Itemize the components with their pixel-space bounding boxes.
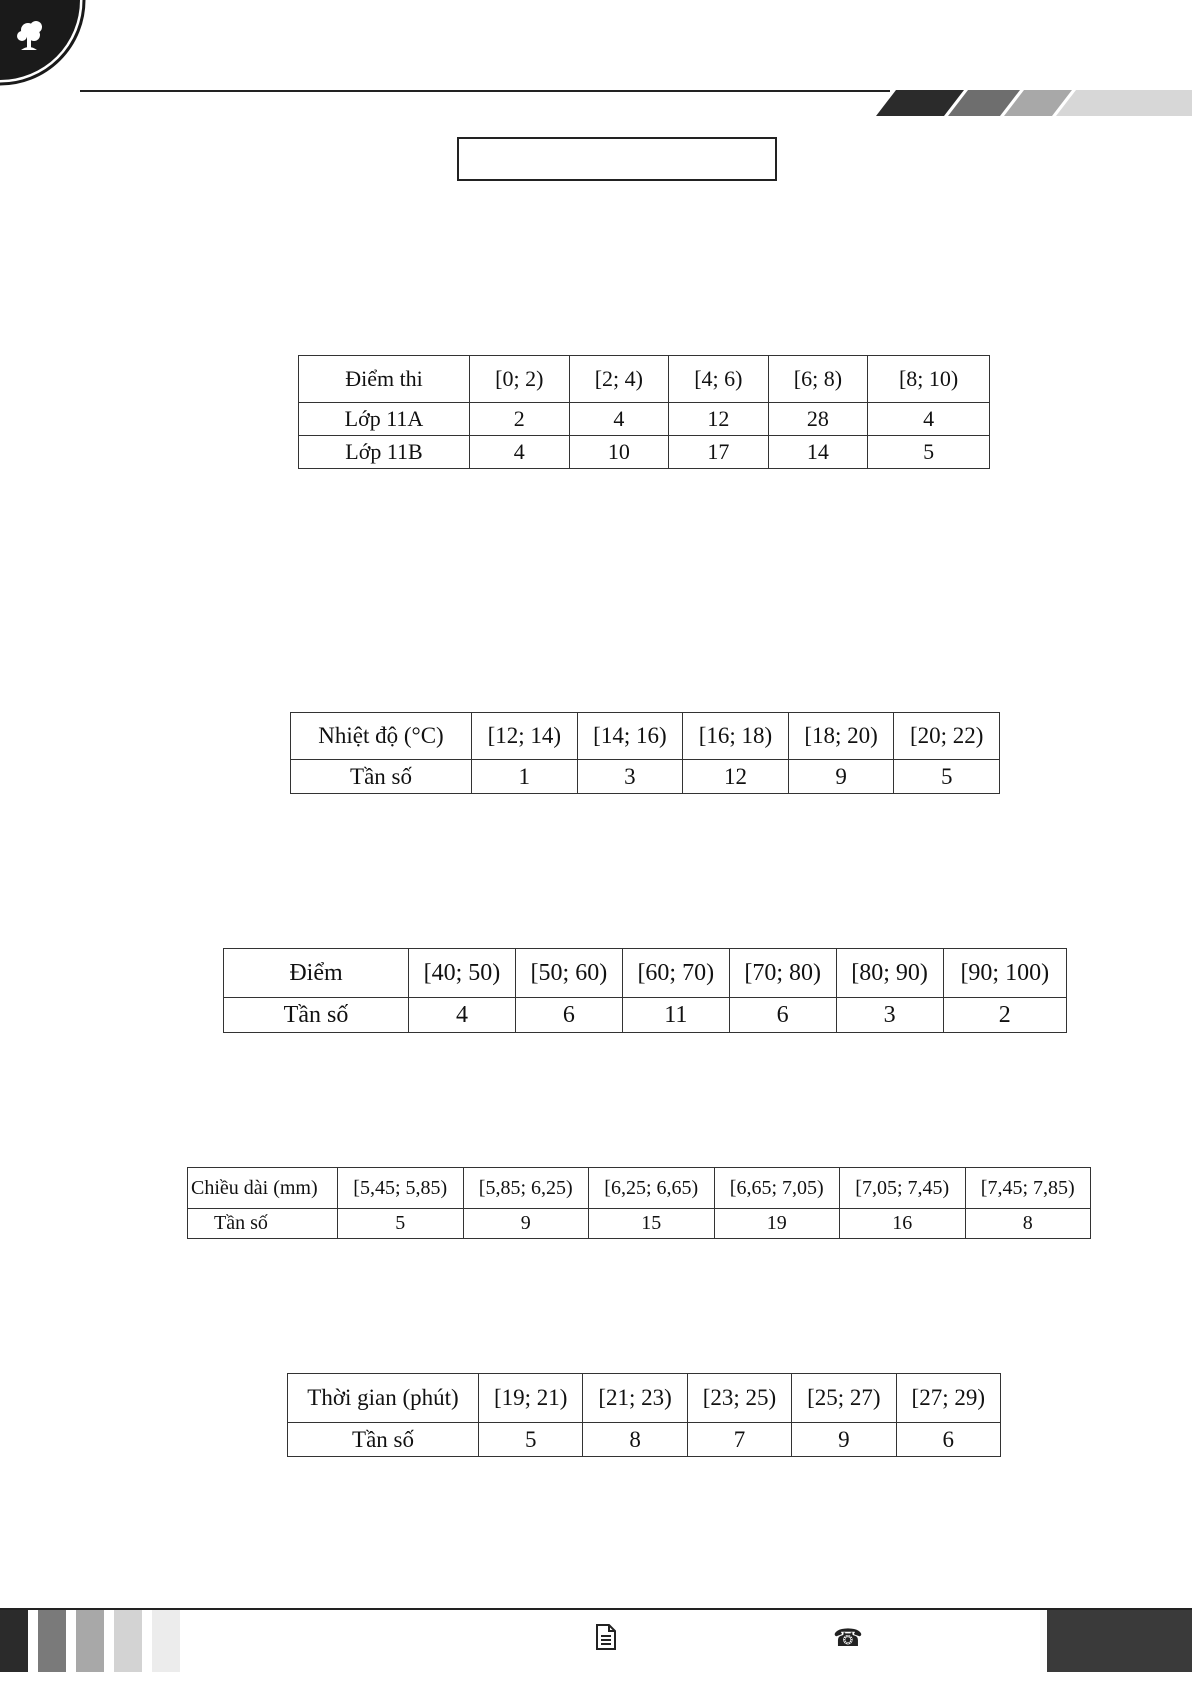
table-cell: [2; 4)	[569, 356, 669, 403]
table-cell: 19	[714, 1209, 840, 1239]
table-header-row	[291, 713, 1000, 760]
table-cell: [5,45; 5,85)	[338, 1168, 464, 1209]
table-cell: [80; 90)	[836, 949, 943, 998]
table-cell: 10	[569, 436, 669, 469]
table-cell: 6	[896, 1423, 1000, 1457]
footer-bar	[114, 1610, 142, 1672]
table-cell: [6,25; 6,65)	[589, 1168, 715, 1209]
table-cell: [6; 8)	[768, 356, 868, 403]
logo	[0, 0, 100, 100]
table-cell: 3	[577, 760, 683, 794]
table-header-row	[188, 1168, 1091, 1209]
table-cell: 14	[768, 436, 868, 469]
phone-icon: ☎	[833, 1624, 863, 1652]
table-cell: [21; 23)	[583, 1374, 687, 1423]
table-cell: [16; 18)	[683, 713, 789, 760]
table-cell: [4; 6)	[669, 356, 769, 403]
table-cell: Tần số	[224, 998, 409, 1033]
table-cell: [12; 14)	[472, 713, 578, 760]
table-cell: Tần số	[288, 1423, 479, 1457]
table-cell: 4	[868, 403, 990, 436]
table-cell: 2	[470, 403, 570, 436]
table-cell: [90; 100)	[943, 949, 1066, 998]
table-cell: [27; 29)	[896, 1374, 1000, 1423]
table-cell: 17	[669, 436, 769, 469]
temperature-frequency-table	[290, 712, 1000, 794]
table-cell: 5	[479, 1423, 583, 1457]
time-frequency-table	[287, 1373, 1001, 1457]
table-cell: Điểm	[224, 949, 409, 998]
table-cell: [7,45; 7,85)	[965, 1168, 1091, 1209]
table-cell: 4	[569, 403, 669, 436]
table-cell: [60; 70)	[622, 949, 729, 998]
table-header-row	[299, 356, 990, 403]
footer-bar	[38, 1610, 66, 1672]
table-cell: 5	[868, 436, 990, 469]
table-cell: 16	[840, 1209, 966, 1239]
table-cell: 11	[622, 998, 729, 1033]
table-cell: [19; 21)	[479, 1374, 583, 1423]
table-cell: 3	[836, 998, 943, 1033]
table-cell: Điểm thi	[299, 356, 470, 403]
table-cell: 4	[470, 436, 570, 469]
table-cell: [70; 80)	[729, 949, 836, 998]
score-table-11a-11b	[298, 355, 990, 469]
table-cell: 2	[943, 998, 1066, 1033]
table-cell: [23; 25)	[687, 1374, 791, 1423]
table-row	[224, 998, 1067, 1033]
table-cell: Tần số	[188, 1209, 338, 1239]
table-cell: [7,05; 7,45)	[840, 1168, 966, 1209]
table-cell: 7	[687, 1423, 791, 1457]
tree-logo-icon	[0, 0, 100, 100]
header-rule	[80, 90, 890, 92]
table-row	[291, 760, 1000, 794]
section-title-box	[457, 137, 777, 181]
table-header-row	[224, 949, 1067, 998]
footer-bar	[152, 1610, 180, 1672]
table-row	[188, 1209, 1091, 1239]
table-cell: 6	[729, 998, 836, 1033]
table-cell: 12	[683, 760, 789, 794]
footer-color-bars	[0, 1610, 190, 1672]
footer-page-block	[1047, 1610, 1192, 1672]
table-cell: 9	[788, 760, 894, 794]
document-icon	[595, 1624, 617, 1656]
score-frequency-table	[223, 948, 1067, 1033]
table-cell: 12	[669, 403, 769, 436]
footer-bar	[76, 1610, 104, 1672]
table-cell: 15	[589, 1209, 715, 1239]
table-cell: [0; 2)	[470, 356, 570, 403]
table-cell: 5	[894, 760, 1000, 794]
table-cell: [5,85; 6,25)	[463, 1168, 589, 1209]
table-cell: [50; 60)	[515, 949, 622, 998]
table-cell: Lớp 11A	[299, 403, 470, 436]
table-cell: 28	[768, 403, 868, 436]
table-cell: 9	[463, 1209, 589, 1239]
table-cell: [25; 27)	[792, 1374, 896, 1423]
length-frequency-table	[187, 1167, 1091, 1239]
table-row	[299, 403, 990, 436]
table-cell: 1	[472, 760, 578, 794]
table-cell: Lớp 11B	[299, 436, 470, 469]
table-cell: [18; 20)	[788, 713, 894, 760]
table-cell: Tần số	[291, 760, 472, 794]
table-cell: Thời gian (phút)	[288, 1374, 479, 1423]
table-row	[288, 1423, 1001, 1457]
table-cell: 8	[965, 1209, 1091, 1239]
table-cell: 6	[515, 998, 622, 1033]
table-header-row	[288, 1374, 1001, 1423]
table-cell: [14; 16)	[577, 713, 683, 760]
table-cell: 9	[792, 1423, 896, 1457]
header-stripes	[852, 90, 1192, 116]
table-cell: Nhiệt độ (°C)	[291, 713, 472, 760]
table-cell: [40; 50)	[409, 949, 516, 998]
table-row	[299, 436, 990, 469]
table-cell: Chiều dài (mm)	[188, 1168, 338, 1209]
table-cell: 8	[583, 1423, 687, 1457]
table-cell: 4	[409, 998, 516, 1033]
footer-bar	[0, 1610, 28, 1672]
table-cell: 5	[338, 1209, 464, 1239]
table-cell: [8; 10)	[868, 356, 990, 403]
table-cell: [20; 22)	[894, 713, 1000, 760]
table-cell: [6,65; 7,05)	[714, 1168, 840, 1209]
